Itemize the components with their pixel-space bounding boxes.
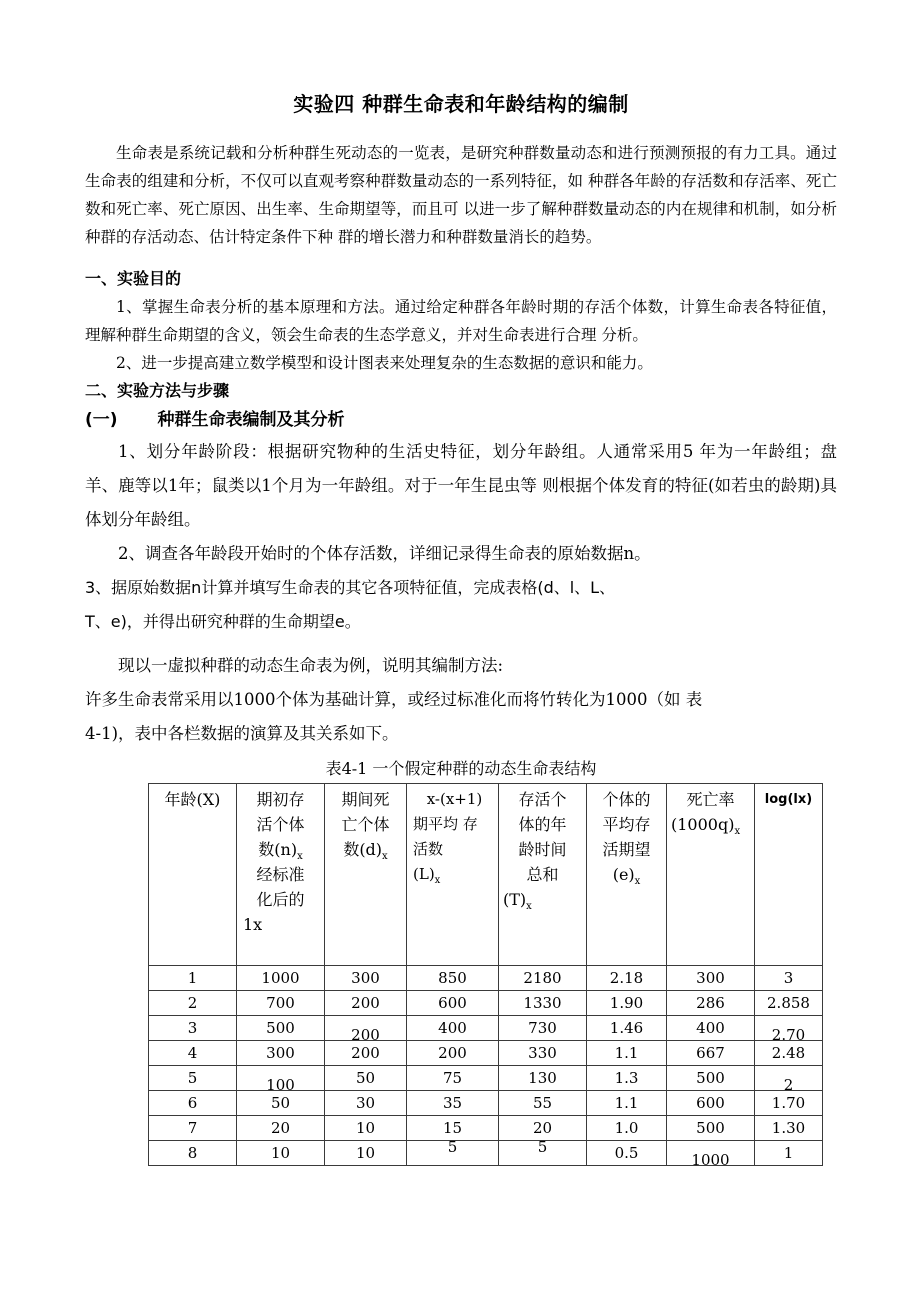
table-header	[149, 784, 823, 966]
cell-nx: 500	[237, 1016, 325, 1041]
cell-dx: 300	[325, 966, 407, 991]
cell-lx: 400	[407, 1016, 499, 1041]
cell-age: 6	[149, 1091, 237, 1116]
cell-dx: 200	[325, 1023, 407, 1048]
table-caption: 表4-1 一个假定种群的动态生命表结构	[325, 759, 597, 778]
cell-nx: 20	[237, 1116, 325, 1141]
cell-dx: 50	[325, 1066, 407, 1091]
cell-ex: 2.18	[587, 966, 667, 991]
cell-tx: 5	[499, 1135, 587, 1160]
cell-tx: 2180	[499, 966, 587, 991]
cell-ex: 0.5	[587, 1141, 667, 1166]
section1-item-1: 1、掌握生命表分析的基本原理和方法。通过给定种群各年龄时期的存活个体数，计算生命表各特征值，理解种群生命期望的含义，领会生命表的生态学意义，并对生命表进行合理 分析。	[85, 298, 837, 344]
cell-lx: 75	[407, 1066, 499, 1091]
table-header-row	[149, 784, 823, 966]
cell-lx: 600	[407, 991, 499, 1016]
cell-tx: 55	[499, 1091, 587, 1116]
section2-item-3-line2: T、e)，并得出研究种群的生命期望e。	[85, 612, 361, 631]
cell-loglx: 2.70	[755, 1023, 823, 1048]
cell-lx: 35	[407, 1091, 499, 1116]
cell-age: 8	[149, 1141, 237, 1166]
cell-dx: 200	[325, 1041, 407, 1066]
cell-ex: 1.1	[587, 1091, 667, 1116]
section1-item-2: 2、进一步提高建立数学模型和设计图表来处理复杂的生态数据的意识和能力。	[116, 354, 653, 372]
cell-dx: 10	[325, 1116, 407, 1141]
cell-ex: 1.0	[587, 1116, 667, 1141]
table-row	[149, 1141, 823, 1166]
cell-dx: 200	[325, 991, 407, 1016]
example-intro: 现以一虚拟种群的动态生命表为例，说明其编制方法:	[118, 656, 504, 675]
cell-qx: 600	[667, 1091, 755, 1116]
table-row	[149, 966, 823, 991]
cell-nx: 100	[237, 1073, 325, 1098]
cell-tx: 730	[499, 1016, 587, 1041]
table-header-dx: 期间死 亡个体 数$(d)_x$	[325, 784, 407, 966]
cell-loglx: 1.70	[755, 1091, 823, 1116]
table-header-ex: 个体的 平均存 活期望 $(e)_x$	[587, 784, 667, 966]
table-body	[149, 966, 823, 1169]
example-body-line1: 许多生命表常采用以1000个体为基础计算，或经过标准化而将竹转化为1000（如 表	[85, 690, 703, 709]
cell-nx: 1000	[237, 966, 325, 991]
cell-tx: 330	[499, 1041, 587, 1066]
cell-loglx: 2.858	[755, 991, 823, 1016]
table-row	[149, 991, 823, 1016]
cell-tx: 1330	[499, 991, 587, 1016]
section-heading-1: 一、实验目的	[85, 269, 182, 288]
cell-ex: 1.3	[587, 1066, 667, 1091]
cell-age: 2	[149, 991, 237, 1016]
cell-dx: 30	[325, 1091, 407, 1116]
table-header-age: 年龄(X)	[149, 784, 237, 966]
table-row	[149, 1041, 823, 1066]
cell-lx: 200	[407, 1041, 499, 1066]
cell-dx: 10	[325, 1141, 407, 1166]
section2-item-1: 1、划分年龄阶段：根据研究物种的生活史特征，划分年龄组。人通常采用5 年为一年龄组；盘羊、鹿等以1年；鼠类以1个月为一年龄组。对于一年生昆虫等 则根据个体发育的特征(如若虫的龄期)具体划分年龄组。	[85, 442, 837, 529]
cell-ex: 1.46	[587, 1016, 667, 1041]
cell-loglx: 1	[755, 1141, 823, 1166]
cell-nx: 700	[237, 991, 325, 1016]
cell-qx: 400	[667, 1016, 755, 1041]
cell-ex: 1.90	[587, 991, 667, 1016]
cell-ex: 1.1	[587, 1041, 667, 1066]
cell-tx: 20	[499, 1116, 587, 1141]
cell-lx: 850	[407, 966, 499, 991]
cell-loglx: 3	[755, 966, 823, 991]
cell-loglx: 2	[755, 1073, 823, 1098]
document-content	[85, 0, 837, 1169]
cell-lx: 15	[407, 1116, 499, 1141]
cell-nx: 10	[237, 1141, 325, 1166]
cell-qx: 1000	[667, 1148, 755, 1173]
example-body-line2: 4-1)，表中各栏数据的演算及其关系如下。	[85, 724, 399, 743]
cell-qx: 500	[667, 1066, 755, 1091]
section2-item-2: 2、调查各年龄段开始时的个体存活数，详细记录得生命表的原始数据n。	[118, 544, 651, 563]
section-heading-2: 二、实验方法与步骤	[85, 381, 230, 400]
cell-tx: 130	[499, 1066, 587, 1091]
intro-paragraph: 生命表是系统记载和分析种群生死动态的一览表，是研究种群数量动态和进行预测预报的有力工具。通过生命表的组建和分析，不仅可以直观考察种群数量动态的一系列特征，如 种群各年龄的存活数和存活率、死亡数和死亡率、死亡原因、出生率、生命期望等，而且可 以进一步了解种群数量动态的内在规律和机制，如分析种群的存活动态、估计特定条件下种 群的增长潜力和种群数量消长的趋势。	[85, 144, 837, 246]
cell-age: 3	[149, 1016, 237, 1041]
table-header-tx: 存活个 体的年 龄时间 总和 $(T)_x$	[499, 784, 587, 966]
cell-age: 5	[149, 1066, 237, 1091]
cell-age: 4	[149, 1041, 237, 1066]
cell-qx: 300	[667, 966, 755, 991]
table-header-qx: 死亡率 $(1000q)_x$	[667, 784, 755, 966]
cell-qx: 667	[667, 1041, 755, 1066]
life-table	[148, 783, 823, 1169]
table-row	[149, 1016, 823, 1041]
subsection-heading: (一) 种群生命表编制及其分析	[85, 410, 345, 430]
cell-nx: 50	[237, 1091, 325, 1116]
cell-qx: 500	[667, 1116, 755, 1141]
cell-age: 1	[149, 966, 237, 991]
cell-nx: 300	[237, 1041, 325, 1066]
table-header-lx: x-(x+1) 期平均 存 活数 $(L)_x$	[407, 784, 499, 966]
section2-item-3-line1: 3、据原始数据n计算并填写生命表的其它各项特征值，完成表格(d、l、L、	[85, 578, 616, 597]
page-title: 实验四 种群生命表和年龄结构的编制	[293, 92, 629, 116]
table-row	[149, 1066, 823, 1091]
cell-loglx: 1.30	[755, 1116, 823, 1141]
cell-loglx: 2.48	[755, 1041, 823, 1066]
table-header-nx: 期初存 活个体 数$(n)_x$ 经标准 化后的 1x	[237, 784, 325, 966]
cell-qx: 286	[667, 991, 755, 1016]
cell-age: 7	[149, 1116, 237, 1141]
cell-lx: 5	[407, 1135, 499, 1160]
table-header-loglx: log(lx)	[755, 784, 823, 966]
